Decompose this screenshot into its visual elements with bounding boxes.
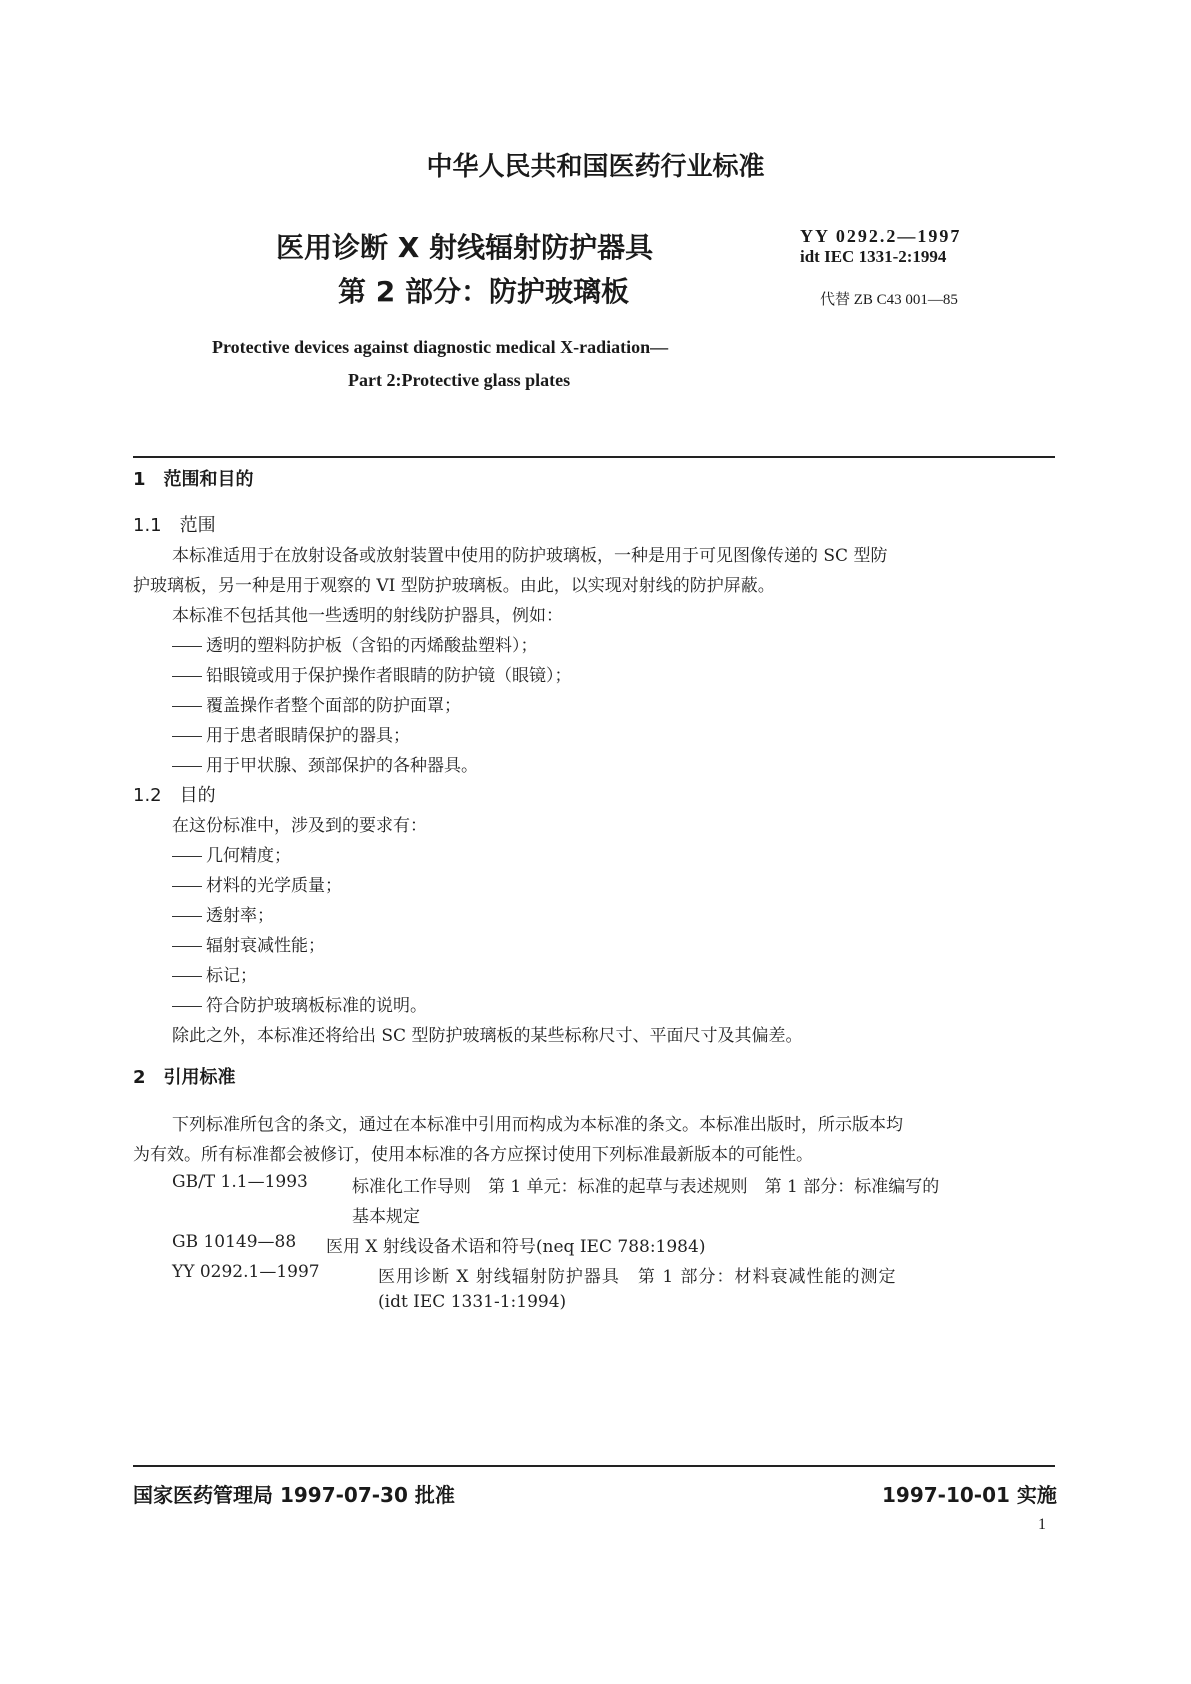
reference-title-continued: 基本规定 bbox=[352, 1207, 420, 1227]
document-title-en-line1: Protective devices against diagnostic medical X-radiation— bbox=[212, 337, 669, 357]
list-item: 用于患者眼睛保护的器具； bbox=[172, 721, 410, 746]
dash-mark bbox=[172, 916, 202, 917]
list-item: 覆盖操作者整个面部的防护面罩； bbox=[172, 691, 461, 716]
standard-idt: idt IEC 1331-2:1994 bbox=[800, 247, 947, 266]
reference-code: GB 10149—88 bbox=[172, 1232, 297, 1252]
dash-mark bbox=[172, 886, 202, 887]
standard-category-title: 中华人民共和国医药行业标准 bbox=[426, 152, 765, 182]
section-1-heading: 1 范围和目的 bbox=[133, 469, 254, 490]
list-item: 铅眼镜或用于保护操作者眼睛的防护镜（眼镜）； bbox=[172, 661, 572, 686]
standard-code: YY 0292.2—1997 bbox=[800, 226, 962, 246]
reference-title: 医用 X 射线设备术语和符号(neq IEC 788:1984) bbox=[326, 1237, 706, 1257]
section-1-2-paragraph: 在这份标准中，涉及到的要求有： bbox=[172, 816, 427, 836]
list-item: 材料的光学质量； bbox=[172, 871, 342, 896]
section-1-1-heading: 1.1 范围 bbox=[133, 515, 216, 536]
dash-mark bbox=[172, 766, 202, 767]
reference-title-continued: (idt IEC 1331-1:1994) bbox=[378, 1292, 567, 1312]
document-title-zh-line2: 第 2 部分：防护玻璃板 bbox=[338, 275, 629, 308]
section-2-heading: 2 引用标准 bbox=[133, 1067, 236, 1088]
footer-divider bbox=[133, 1465, 1055, 1467]
section-1-1-paragraph2: 本标准不包括其他一些透明的射线防护器具，例如： bbox=[172, 606, 563, 626]
list-item: 标记； bbox=[172, 961, 257, 986]
document-title-en-line2: Part 2:Protective glass plates bbox=[348, 370, 571, 390]
list-item: 辐射衰减性能； bbox=[172, 931, 325, 956]
dash-mark bbox=[172, 1006, 202, 1007]
reference-code: GB/T 1.1—1993 bbox=[172, 1172, 308, 1192]
dash-mark bbox=[172, 646, 202, 647]
dash-mark bbox=[172, 856, 202, 857]
list-item: 符合防护玻璃板标准的说明。 bbox=[172, 991, 427, 1016]
list-item: 透射率； bbox=[172, 901, 274, 926]
section-2-paragraph-line1: 下列标准所包含的条文，通过在本标准中引用而构成为本标准的条文。本标准出版时，所示版本均 bbox=[172, 1115, 903, 1135]
section-1-2-heading: 1.2 目的 bbox=[133, 785, 216, 806]
section-2-paragraph-line2: 为有效。所有标准都会被修订，使用本标准的各方应探讨使用下列标准最新版本的可能性。 bbox=[133, 1145, 813, 1165]
effective-date: 1997-10-01 实施 bbox=[882, 1483, 1057, 1507]
reference-code: YY 0292.1—1997 bbox=[172, 1262, 320, 1282]
list-item: 透明的塑料防护板（含铅的丙烯酸盐塑料）； bbox=[172, 631, 538, 656]
dash-mark bbox=[172, 676, 202, 677]
list-item: 用于甲状腺、颈部保护的各种器具。 bbox=[172, 751, 478, 776]
reference-title: 标准化工作导则 第 1 单元：标准的起草与表述规则 第 1 部分：标准编写的 bbox=[352, 1177, 940, 1197]
header-divider bbox=[133, 456, 1055, 458]
section-1-1-paragraph-line2: 护玻璃板，另一种是用于观察的 VI 型防护玻璃板。由此，以实现对射线的防护屏蔽。 bbox=[133, 576, 775, 596]
section-1-1-paragraph-line1: 本标准适用于在放射设备或放射装置中使用的防护玻璃板，一种是用于可见图像传递的 SC 型防 bbox=[172, 546, 888, 566]
section-1-2-paragraph2: 除此之外，本标准还将给出 SC 型防护玻璃板的某些标称尺寸、平面尺寸及其偏差。 bbox=[172, 1026, 803, 1046]
approval-date: 国家医药管理局 1997-07-30 批准 bbox=[133, 1483, 455, 1507]
document-title-zh-line1: 医用诊断 X 射线辐射防护器具 bbox=[276, 231, 654, 264]
dash-mark bbox=[172, 946, 202, 947]
dash-mark bbox=[172, 976, 202, 977]
reference-title: 医用诊断 X 射线辐射防护器具 第 1 部分：材料衰减性能的测定 bbox=[378, 1267, 897, 1287]
list-item: 几何精度； bbox=[172, 841, 291, 866]
replaces-standard: 代替 ZB C43 001—85 bbox=[820, 292, 958, 308]
dash-mark bbox=[172, 736, 202, 737]
page-number: 1 bbox=[1038, 1516, 1046, 1533]
dash-mark bbox=[172, 706, 202, 707]
